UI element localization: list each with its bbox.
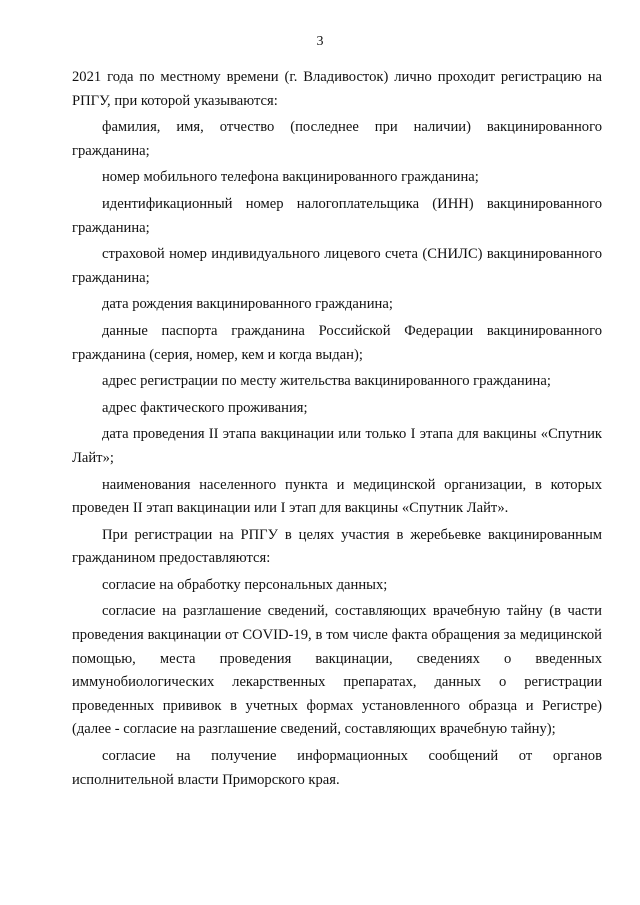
paragraph-consent-personal-data: согласие на обработку персональных данных;: [102, 576, 388, 593]
page-number: 3: [316, 34, 324, 49]
paragraph-phone: номер мобильного телефона вакцинированного гражданина;: [102, 169, 479, 186]
paragraph-consent-notifications: согласие на получение информационных сообщений от органов исполнительной власти Приморского края.: [72, 748, 602, 788]
paragraph-registration-intro: 2021 года по местному времени (г. Владивосток) лично проходит регистрацию на РПГУ, при которой указываются:: [72, 69, 602, 109]
paragraph-consent-medical-secret: согласие на разглашение сведений, составляющих врачебную тайну (в части проведения вакцинации от COVID-19, в том числе факта обращения за медицинской помощью, места проведения вакцинации, сведениях о введенных иммунобиологических лекарственных препаратах, данных о регистрации проведенных прививок в учетных формах установленного образца и Регистре) (далее - согласие на разглашение сведений, составляющих врачебную тайну);: [72, 603, 602, 738]
paragraph-birth-date: дата рождения вакцинированного гражданина;: [102, 296, 393, 313]
paragraph-actual-address: адрес фактического проживания;: [102, 399, 308, 416]
paragraph-inn: идентификационный номер налогоплательщика (ИНН) вакцинированного гражданина;: [72, 195, 602, 236]
paragraph-lottery-intro: При регистрации на РПГУ в целях участия в жеребьевке вакцинированным гражданином предоставляются:: [72, 526, 602, 567]
paragraph-vaccination-date: дата проведения II этапа вакцинации или только I этапа для вакцины «Спутник Лайт»;: [72, 426, 602, 466]
paragraph-full-name: фамилия, имя, отчество (последнее при наличии) вакцинированного гражданина;: [72, 119, 602, 159]
paragraph-passport: данные паспорта гражданина Российской Федерации вакцинированного гражданина (серия, номер, кем и когда выдан);: [72, 322, 602, 363]
document-body: [72, 66, 602, 792]
paragraph-registration-address: адрес регистрации по месту жительства вакцинированного гражданина;: [102, 373, 551, 390]
paragraph-locality-organization: наименования населенного пункта и медицинской организации, в которых проведен II этап вакцинации или I этап для вакцины «Спутник Лайт».: [72, 476, 602, 517]
paragraph-snils: страховой номер индивидуального лицевого счета (СНИЛС) вакцинированного гражданина;: [72, 246, 602, 286]
